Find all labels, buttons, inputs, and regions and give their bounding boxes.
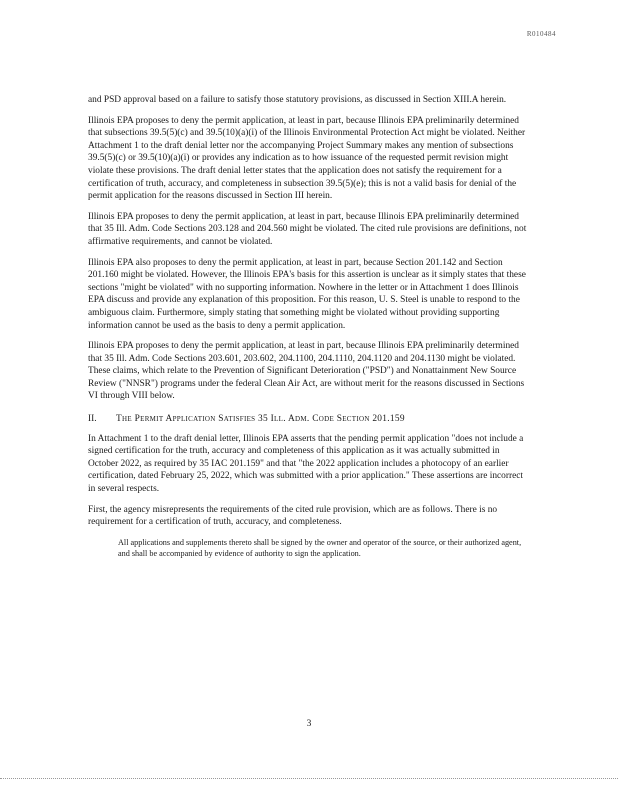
section-heading [88, 413, 532, 426]
paragraph: Illinois EPA proposes to deny the permit application, at least in part, because Illinois EPA preliminarily determined that subsections 39.5(5)(c) and 39.5(10)(a)(i) of the Illinois Environmental Protection Act might be violated. Neither Attachment 1 to the draft denial letter nor the accompanying Project Summary makes any mention of subsections 39.5(5)(c) or 39.5(10)(a)(i) or provides any indication as to how issuance of the requested permit revision might violate these provisions. The draft denial letter states that the application does not satisfy the requirement for a certification of truth, accuracy, and completeness in subsection 39.5(5)(e); this is not a valid basis for denial of the permit application for the reasons discussed in Section III herein. [88, 115, 526, 202]
paragraph: In Attachment 1 to the draft denial letter, Illinois EPA asserts that the pending permit application "does not include a signed certification for the truth, accuracy and completeness of this application as it was actually submitted in October 2022, as required by 35 IAC 201.159" and that "the 2022 application includes a photocopy of an earlier certification, dated February 25, 2022, which was submitted with a prior application." These assertions are incorrect in several respects. [88, 433, 524, 495]
paragraph: First, the agency misrepresents the requirements of the cited rule provision, which are as follows. There is no requirement for a certification of truth, accuracy, and completeness. [88, 504, 498, 528]
paragraph: and PSD approval based on a failure to satisfy those statutory provisions, as discussed in Section XIII.A herein. [88, 95, 507, 105]
paragraph: Illinois EPA also proposes to deny the permit application, at least in part, because Section 201.142 and Section 201.160 might be violated. However, the Illinois EPA's basis for this assertion is unclear as it simply states that these sections "might be violated" with no supporting information. Nowhere in the letter or in Attachment 1 does Illinois EPA discuss and provide any explanation of this proposition. For this reason, U. S. Steel is unable to respond to the ambiguous claim. Furthermore, simply stating that something might be violated without providing supporting information cannot be used as the basis to deny a permit application. [88, 257, 526, 331]
paragraph: Illinois EPA proposes to deny the permit application, at least in part, because Illinois EPA preliminarily determined that 35 Ill. Adm. Code Sections 203.601, 203.602, 204.1100, 204.1110, 204.1120 and 204.1130 might be violated. These claims, which relate to the Prevention of Significant Deterioration ("PSD") and Nonattainment New Source Review ("NNSR") programs under the federal Clean Air Act, are without merit for the reasons discussed in Sections VI through VIII below. [88, 341, 525, 402]
page-number: 3 [306, 719, 312, 729]
block-quote: All applications and supplements thereto shall be signed by the owner and operator of the source, or their authorized agent, and shall be accompanied by evidence of authority to sign the application. [118, 537, 522, 558]
document-body [88, 94, 532, 559]
paragraph: Illinois EPA proposes to deny the permit application, at least in part, because Illinois EPA preliminarily determined that 35 Ill. Adm. Code Sections 203.128 and 204.560 might be violated. The cited rule provisions are definitions, not affirmative requirements, and cannot be violated. [88, 211, 527, 247]
section-number: II. [88, 414, 97, 425]
bates-number: R010484 [526, 30, 556, 38]
section-title: The Permit Application Satisfies 35 Ill. Adm. Code Section 201.159 [116, 414, 405, 425]
scan-edge-divider [0, 778, 618, 779]
